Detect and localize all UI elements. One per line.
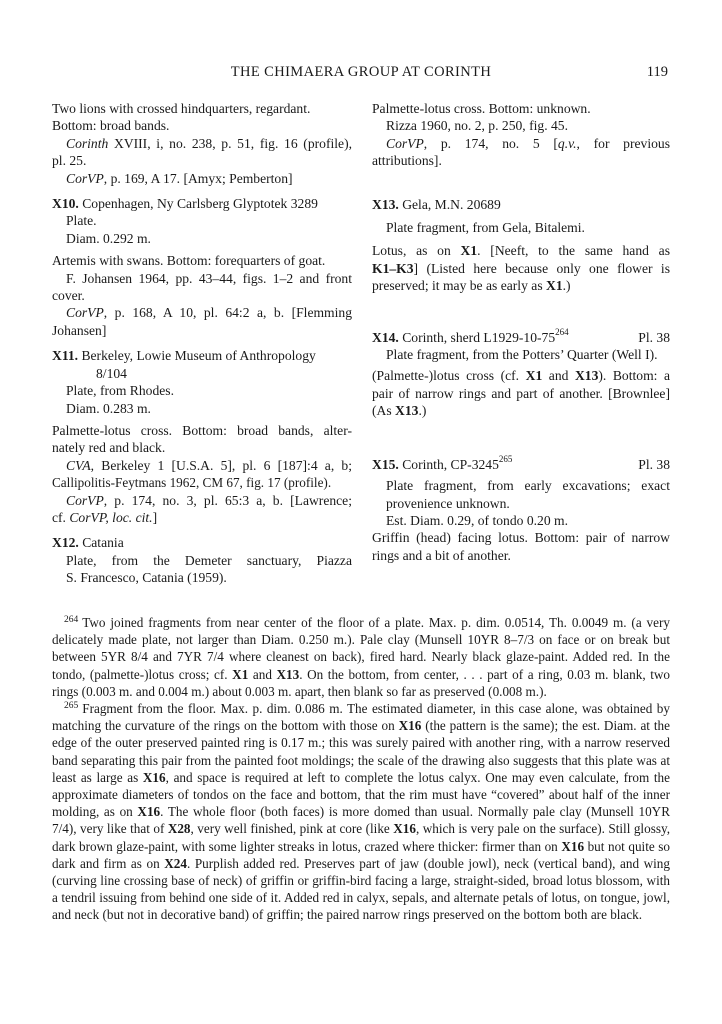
entry-x13 (372, 196, 670, 295)
ref-italic: CorVP, loc. cit. (69, 509, 153, 525)
reference-line: F. Johansen 1964, pp. 43–44, figs. 1–2 and front (66, 270, 352, 286)
entry-x12-continuation (372, 100, 670, 170)
reference-line (52, 304, 352, 321)
ref-italic: CorVP (66, 492, 104, 508)
entry-heading-cont: 8/104 (96, 365, 127, 381)
desc-text: (As (372, 403, 396, 419)
diameter-line: Diam. 0.292 m. (66, 230, 151, 246)
cross-ref: K1–K3 (372, 260, 414, 276)
entry-label: X12. (52, 535, 79, 551)
reference-line (52, 457, 352, 474)
reference-line (52, 170, 352, 187)
plate-ref: Pl. 38 (638, 329, 670, 345)
entry-x14 (372, 329, 670, 420)
footnote-text: , very well finished, pink at core (like (190, 821, 394, 837)
running-title: THE CHIMAERA GROUP AT CORINTH (230, 64, 492, 80)
cross-ref: X1 (232, 666, 249, 682)
desc-text: ). Bottom: a (598, 368, 670, 384)
object-line: Plate, from the Demeter sanctuary, Piazza (66, 552, 352, 568)
ref-italic: CVA (66, 457, 91, 473)
description-line (372, 367, 670, 384)
ref-text: , for previous (576, 135, 670, 151)
description-line: Artemis with swans. Bottom: forequarters of goat. (52, 253, 326, 269)
ref-text: , p. 174, no. 3, pl. 65:3 a, b. [Lawrence; (103, 492, 352, 508)
ref-text: , p. 169, A 17. [Amyx; Pemberton] (103, 170, 293, 186)
ref-text: , p. 168, A 10, pl. 64:2 a, b. [Flemming (103, 305, 352, 321)
right-column (372, 100, 670, 564)
footnote-text: . Purplish added red. Preserves part of jaw (double jowl), neck (vertical band), and wing (curving line crossing base of neck) of griffin or griffin-bird facing a large, straight-sided, broad lotus blossom, with a tendril issuing from behind one side of it. Added red in calyx, sepals, and alternate petals of lotus, on tongue, jowl, and neck (but not in decorative band) of griffin; the paired narrow rings preserved on the bottom both are black. (52, 855, 670, 923)
footnote-text: , which is very pale on the surface). Still glossy, dark brown glaze-paint, with some lighter streaks in lotus, crazed where thicker: firmer than on (52, 821, 670, 854)
cross-ref: X1 (546, 278, 563, 294)
ref-italic: CorVP (66, 170, 104, 186)
entry-heading (372, 329, 670, 346)
entry-heading (52, 195, 352, 212)
cross-ref: X16 (398, 718, 422, 734)
description-line (372, 402, 670, 419)
cross-ref: X1 (460, 243, 478, 259)
object-line: Plate fragment, from Gela, Bitalemi. (386, 220, 585, 236)
object-line: Plate fragment, from the Potters’ Quarter (Well I). (386, 347, 658, 363)
entry-label: X13. (372, 196, 399, 212)
description-line: pair of narrow rings and part of another. [Brownlee] (372, 385, 670, 401)
entry-heading-text (372, 329, 569, 346)
reference-line: Rizza 1960, no. 2, p. 250, fig. 45. (386, 118, 568, 134)
entry-title: Catania (78, 535, 124, 551)
ref-italic: q.v. (557, 135, 577, 151)
entry-label: X15. (372, 456, 399, 472)
entry-label: X10. (52, 196, 79, 212)
cross-ref: X16 (137, 804, 161, 820)
footnote-number: 264 (64, 614, 79, 625)
object-line: Plate, from Rhodes. (66, 383, 174, 399)
reference-line: Johansen] (52, 322, 107, 338)
description-line (372, 242, 670, 259)
entry-label: X11. (52, 348, 79, 364)
footnote-text: Fragment from the floor. Max. p. dim. 0.086 m. The estimated diameter, in this case alone, was obtained by matching the curvature of the rings on the bottom with those on (52, 701, 670, 734)
ref-text: , Berkeley 1 [U.S.A. 5], pl. 6 [187]:4 a, b; (90, 457, 352, 473)
description-line: Griffin (head) facing lotus. Bottom: pair of narrow (372, 530, 670, 546)
entry-title: Berkeley, Lowie Museum of Anthropology (78, 348, 316, 364)
ref-italic: Corinth (66, 135, 109, 151)
reference-line: pl. 25. (52, 153, 87, 169)
cross-ref: X16 (142, 769, 166, 785)
desc-text: (Palmette-)lotus cross (cf. (372, 368, 526, 384)
description-line: Bottom: broad bands. (52, 118, 170, 134)
reference-line (52, 135, 352, 152)
entry-heading (52, 534, 352, 551)
footnote-text: , and space is required at left to complete the lotus calyx. One may even calculate, from the approximate diameters of tondos on the face and bottom, that the rim must have “covered” about half of the inner molding, as on (52, 769, 670, 820)
entry-heading (52, 347, 352, 364)
description-line: Two lions with crossed hindquarters, regardant. (52, 101, 311, 116)
cross-ref: X13 (276, 666, 300, 682)
object-line: provenience unknown. (386, 495, 510, 511)
reference-line (52, 492, 352, 509)
entry-heading-text (372, 456, 512, 473)
page-header (52, 64, 670, 84)
desc-text: . [Neeft, to the same hand as (477, 243, 671, 259)
entry-title: Corinth, CP-3245 (398, 456, 499, 472)
ref-italic: CorVP (66, 305, 104, 321)
cross-ref: X16 (561, 838, 585, 854)
diameter-line: Est. Diam. 0.29, of tondo 0.20 m. (386, 512, 568, 528)
description-line (372, 277, 670, 294)
entry-x12 (52, 534, 352, 586)
desc-text: ] (Listed here because only one flower is (413, 260, 670, 276)
footnote-text: Two joined fragments from near center of the floor of a plate. Max. p. dim. 0.0514, Th. 0.0049 m. (a very delicately made plate, not larger than Diam. 0.250 m.). Pale clay (Munsell 10YR 8–7/3 on face or on break but between 5YR 8/4 and 7YR 7/4 where cleanest on back), fired hard. Nearly black glaze-paint. Added red. In the tondo, (palmette-)lotus cross; cf. (52, 615, 670, 682)
entry-title: Corinth, sherd L1929-10-75 (398, 329, 556, 345)
entry-heading (372, 196, 670, 213)
cross-ref: X24 (164, 855, 187, 871)
footnote-ref: 264 (555, 327, 569, 338)
page-number: 119 (646, 64, 668, 80)
desc-text: Lotus, as on (372, 243, 461, 259)
entry-x9-continuation (52, 100, 352, 187)
entry-x10 (52, 195, 352, 339)
object-line: Plate. (66, 213, 97, 229)
reference-line (52, 509, 352, 526)
reference-line (372, 135, 670, 152)
ref-italic: CorVP (386, 135, 424, 151)
cross-ref: X16 (393, 821, 416, 837)
entry-x11 (52, 347, 352, 526)
cross-ref: X13 (395, 403, 419, 419)
cross-ref: X28 (167, 821, 191, 837)
entry-title: Copenhagen, Ny Carlsberg Glyptotek 3289 (78, 196, 318, 212)
footnote-text: (the pattern is the same); the est. Diam. at the edge of the outer preserved painted ring is 0.17 m.; this was surely paired with another ring, with a narrow reserved band separating this pair from the painted foot moldings; the scale of the drawing also suggests that this plate was at least as large as (52, 718, 670, 785)
footnote-text: . The whole floor (both faces) is more domed than usual. Normally pale clay (Munsell 10YR 7/4), very like that of (52, 804, 671, 837)
entry-label: X14. (372, 329, 399, 345)
description-line (372, 260, 670, 277)
diameter-line: Diam. 0.283 m. (66, 400, 151, 416)
ref-text: ] (152, 509, 158, 525)
object-line: S. Francesco, Catania (1959). (66, 570, 227, 586)
description-line: nately red and black. (52, 440, 166, 456)
cross-ref: X13 (574, 368, 599, 384)
footnotes (52, 614, 670, 924)
footnote-text: . On the bottom, from center, . . . part of a ring, 0.03 m. blank, two rings (0.003 m. and 0.004 m.) about 0.003 m. apart, then blank so far as preserved (0.008 m.). (52, 666, 670, 699)
desc-text: and (542, 368, 575, 384)
footnote-text: and (248, 666, 277, 682)
cross-ref: X1 (525, 368, 543, 384)
ref-text: XVIII, i, no. 238, p. 51, fig. 16 (profile), (108, 135, 352, 151)
footnote-text: but not quite so dark and firm as on (52, 838, 670, 871)
description-line: rings and a bit of another. (372, 547, 511, 563)
desc-text: .) (418, 403, 427, 419)
object-line: Plate fragment, from early excavations; exact (386, 478, 670, 494)
ref-text: , p. 174, no. 5 [ (423, 135, 558, 151)
reference-line: Callipolitis-Feytmans 1962, CM 67, fig. 17 (profile). (52, 475, 332, 491)
reference-line: attributions]. (372, 153, 442, 169)
footnote-265 (52, 700, 670, 924)
entry-heading (372, 456, 670, 473)
plate-ref: Pl. 38 (638, 456, 670, 472)
desc-text: preserved; it may be as early as (372, 278, 547, 294)
footnote-ref: 265 (498, 454, 513, 465)
footnote-264 (52, 614, 670, 700)
left-column (52, 100, 352, 587)
entry-x15 (372, 456, 670, 564)
description-line: Palmette-lotus cross. Bottom: unknown. (372, 101, 591, 116)
entry-title: Gela, M.N. 20689 (398, 196, 501, 212)
description-line: Palmette-lotus cross. Bottom: broad bands, alter- (52, 422, 352, 438)
reference-line: cover. (52, 288, 85, 304)
ref-text: cf. (52, 509, 70, 525)
footnote-number: 265 (64, 700, 79, 711)
desc-text: .) (562, 278, 571, 294)
